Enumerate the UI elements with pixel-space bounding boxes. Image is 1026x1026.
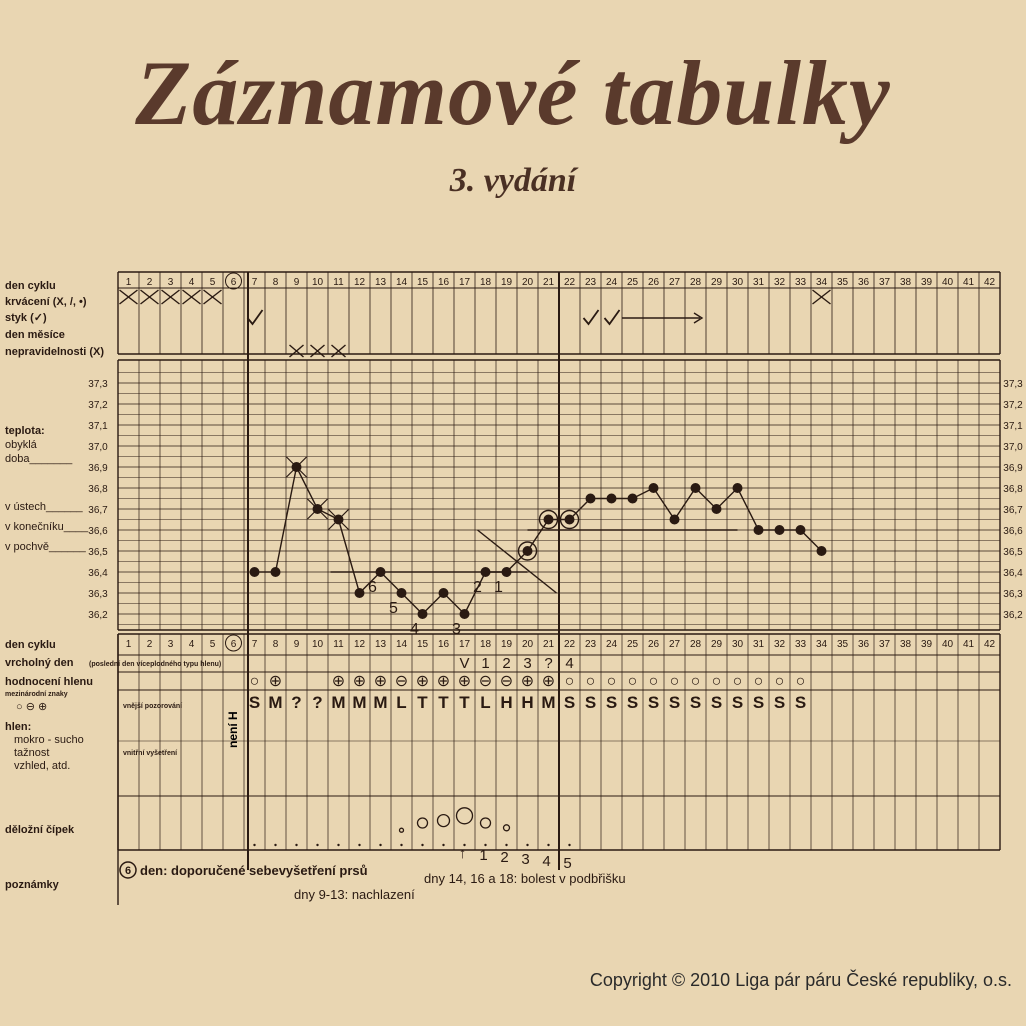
note-text: den: doporučené sebevyšetření prsů — [140, 863, 368, 878]
day-number-top: 1 — [125, 277, 132, 288]
temp-tick-right: 36,5 — [1003, 547, 1023, 558]
mucus-letter: ? — [312, 693, 323, 712]
temperature-point — [775, 525, 785, 535]
day-number-bottom: 14 — [395, 639, 408, 650]
temp-tick-right: 37,0 — [1003, 442, 1023, 453]
mucus-symbol: ⊖ — [499, 673, 514, 690]
page-subtitle: 3. vydání — [449, 162, 577, 199]
day-number-top: 42 — [983, 277, 996, 288]
day-number-bottom: 11 — [333, 639, 344, 650]
day-number-top: 20 — [521, 277, 534, 288]
mucus-letter: S — [626, 693, 639, 712]
mucus-symbol: ○ — [564, 673, 575, 690]
day-number-bottom: 17 — [458, 639, 471, 650]
day-number-bottom: 7 — [251, 639, 258, 650]
day-number-bottom: 25 — [626, 639, 639, 650]
day-number-top: 26 — [647, 277, 660, 288]
mucus-symbol: ○ — [795, 673, 806, 690]
label-notes: poznámky — [5, 879, 59, 891]
day-number-bottom: 19 — [500, 639, 513, 650]
day-number-bottom: 39 — [920, 639, 933, 650]
mucus-symbol: ○ — [585, 673, 596, 690]
cervix-circle — [457, 808, 473, 824]
day-number-top: 37 — [878, 277, 891, 288]
day-number-top: 3 — [167, 277, 174, 288]
mucus-symbol: ○ — [627, 673, 638, 690]
temp-tick-left: 37,0 — [88, 442, 108, 453]
cervix-circle — [400, 828, 404, 832]
day-number-top: 40 — [941, 277, 954, 288]
cervix-dot — [526, 844, 528, 846]
temp-tick-right: 36,6 — [1003, 526, 1023, 537]
day-number-bottom: 33 — [794, 639, 807, 650]
temp-tick-right: 36,2 — [1003, 610, 1023, 621]
temperature-point — [544, 515, 554, 525]
day-number-top: 38 — [899, 277, 912, 288]
label-temperature: teplota: — [5, 425, 45, 437]
copyright: Copyright © 2010 Liga pár páru České republiky, o.s. — [589, 970, 1012, 990]
cervix-dot — [337, 844, 339, 846]
day-number-top: 17 — [458, 277, 471, 288]
day-number-bottom: 36 — [857, 639, 870, 650]
label-irregularities: nepravidelnosti (X) — [5, 346, 105, 358]
day-number-bottom: 8 — [272, 639, 279, 650]
temp-tick-right: 36,9 — [1003, 463, 1023, 474]
mucus-letter: S — [710, 693, 723, 712]
temp-count-label: 6 — [368, 579, 377, 596]
mucus-letter: M — [331, 693, 346, 712]
day-number-top: 4 — [188, 277, 195, 288]
mucus-symbol: ⊕ — [373, 673, 388, 690]
mucus-letter: S — [794, 693, 807, 712]
label-cycle-day-top: den cyklu — [5, 280, 56, 292]
day-number-bottom: 29 — [710, 639, 723, 650]
label-cycle-day-bottom: den cyklu — [5, 639, 56, 651]
cervix-circle — [418, 818, 428, 828]
day-number-top: 33 — [794, 277, 807, 288]
day-number-top: 34 — [815, 277, 828, 288]
day-number-bottom: 35 — [836, 639, 849, 650]
temp-tick-right: 36,3 — [1003, 589, 1023, 600]
temperature-point — [439, 588, 449, 598]
day-number-bottom: 34 — [815, 639, 828, 650]
day-number-top: 29 — [710, 277, 723, 288]
day-number-top: 8 — [272, 277, 279, 288]
mucus-letter: T — [417, 693, 428, 712]
mucus-symbol: ⊕ — [520, 673, 535, 690]
day-number-top: 31 — [752, 277, 765, 288]
day-number-bottom: 5 — [209, 639, 216, 650]
day-number-bottom: 42 — [983, 639, 996, 650]
cervix-circle — [504, 825, 510, 831]
mucus-symbol: ⊕ — [268, 673, 283, 690]
note-cold: dny 9-13: nachlazení — [294, 887, 415, 902]
label-month-day: den měsíce — [5, 329, 65, 341]
mucus-letter: ? — [291, 693, 302, 712]
day-number-bottom: 32 — [773, 639, 786, 650]
temp-tick-left: 36,9 — [88, 463, 108, 474]
temperature-point — [250, 567, 260, 577]
mucus-letter: L — [396, 693, 407, 712]
note-badge: 6 — [124, 865, 132, 877]
note-abdominal-pain: dny 14, 16 a 18: bolest v podbřišku — [424, 871, 626, 886]
cervix-number: 1 — [479, 847, 488, 864]
day-number-bottom: 27 — [668, 639, 681, 650]
intercourse-check — [605, 310, 620, 324]
day-number-bottom: 3 — [167, 639, 174, 650]
temp-tick-left: 37,1 — [88, 421, 108, 432]
day-number-bottom: 9 — [293, 639, 300, 650]
day-number-top: 9 — [293, 277, 300, 288]
day-number-bottom: 41 — [962, 639, 975, 650]
label-intl-signs: mezinárodní znaky — [5, 691, 68, 698]
label-mucus-l2: tažnost — [14, 747, 50, 759]
cervix-circle — [438, 815, 450, 827]
mucus-letter: S — [668, 693, 681, 712]
mucus-letter: M — [352, 693, 367, 712]
mucus-symbol: ⊖ — [478, 673, 493, 690]
temp-tick-left: 36,8 — [88, 484, 108, 495]
mucus-letter: S — [584, 693, 597, 712]
mucus-symbol: ○ — [711, 673, 722, 690]
mucus-letter: M — [268, 693, 283, 712]
day-number-top: 30 — [731, 277, 744, 288]
day-number-top: 5 — [209, 277, 216, 288]
mucus-symbol: ○ — [669, 673, 680, 690]
temperature-point — [586, 494, 596, 504]
cervix-dot — [442, 844, 444, 846]
day-number-top: 35 — [836, 277, 849, 288]
day-number-bottom: 38 — [899, 639, 912, 650]
mucus-letter: S — [647, 693, 660, 712]
intercourse-check — [584, 310, 599, 324]
label-vagina: v pochvě______ — [5, 541, 86, 553]
label-usual: obyklá — [5, 439, 37, 451]
label-intercourse: styk (✓) — [5, 312, 47, 324]
mucus-symbol: ○ — [690, 673, 701, 690]
temp-tick-right: 37,3 — [1003, 379, 1023, 390]
day-number-top: 10 — [311, 277, 324, 288]
temperature-point — [628, 494, 638, 504]
day-number-top: 22 — [563, 277, 576, 288]
page-title: Záznamové tabulky — [135, 42, 891, 144]
temperature-point — [418, 609, 428, 619]
day-number-bottom: 24 — [605, 639, 618, 650]
mucus-letter: M — [373, 693, 388, 712]
temp-tick-right: 36,8 — [1003, 484, 1023, 495]
label-external: vnější pozorování — [123, 703, 183, 710]
day-number-top: 41 — [962, 277, 975, 288]
mucus-symbol: ⊕ — [415, 673, 430, 690]
day-number-bottom: 31 — [752, 639, 765, 650]
cervix-dot — [400, 844, 402, 846]
temp-count-label: 2 — [473, 579, 482, 596]
day-number-top: 28 — [689, 277, 702, 288]
day-number-top: 25 — [626, 277, 639, 288]
mucus-symbol: ○ — [249, 673, 260, 690]
temp-tick-left: 36,2 — [88, 610, 108, 621]
mucus-symbol: ⊕ — [457, 673, 472, 690]
temperature-point — [670, 515, 680, 525]
day-number-top: 32 — [773, 277, 786, 288]
intercourse-check — [248, 310, 263, 324]
day-number-bottom: 21 — [542, 639, 555, 650]
cervix-dot — [379, 844, 381, 846]
label-bleeding: krvácení (X, /, •) — [5, 296, 87, 308]
none-h-label: není H — [226, 711, 240, 748]
mucus-letter: S — [752, 693, 765, 712]
day-number-bottom: 1 — [125, 639, 132, 650]
day-number-bottom: 13 — [374, 639, 387, 650]
note-breast-exam — [140, 863, 368, 878]
cervix-dot — [316, 844, 318, 846]
day-number-bottom: 6 — [230, 639, 237, 650]
day-number-bottom: 4 — [188, 639, 195, 650]
day-number-top: 13 — [374, 277, 387, 288]
label-peak-day: vrcholný den — [5, 657, 74, 669]
day-number-top: 39 — [920, 277, 933, 288]
day-number-bottom: 16 — [437, 639, 450, 650]
temperature-point — [271, 567, 281, 577]
cervix-dot — [484, 844, 486, 846]
temp-count-label: 4 — [410, 621, 419, 638]
temperature-point — [649, 483, 659, 493]
peak-mark: ? — [544, 655, 553, 672]
day-number-bottom: 26 — [647, 639, 660, 650]
cervix-dot — [274, 844, 276, 846]
temp-tick-right: 37,1 — [1003, 421, 1023, 432]
day-number-bottom: 2 — [146, 639, 153, 650]
day-number-top: 24 — [605, 277, 618, 288]
day-number-bottom: 37 — [878, 639, 891, 650]
mucus-letter: M — [541, 693, 556, 712]
mucus-letter: H — [521, 693, 534, 712]
day-number-bottom: 40 — [941, 639, 954, 650]
label-intl-symbols: ○ ⊖ ⊕ — [16, 701, 48, 713]
label-internal: vnitřní vyšetření — [123, 750, 178, 757]
mucus-symbol: ○ — [753, 673, 764, 690]
mucus-symbol: ⊕ — [352, 673, 367, 690]
peak-mark: V — [459, 655, 470, 672]
day-number-bottom: 23 — [584, 639, 597, 650]
cervix-dot — [358, 844, 360, 846]
label-time: doba_______ — [5, 453, 73, 465]
day-number-top: 6 — [230, 277, 237, 288]
mucus-symbol: ⊕ — [331, 673, 346, 690]
label-mouth: v ústech______ — [5, 501, 83, 513]
temperature-point — [733, 483, 743, 493]
temperature-point — [460, 609, 470, 619]
day-number-top: 23 — [584, 277, 597, 288]
mucus-symbol: ○ — [732, 673, 743, 690]
temp-tick-right: 37,2 — [1003, 400, 1023, 411]
day-number-top: 21 — [542, 277, 555, 288]
day-number-top: 2 — [146, 277, 153, 288]
mucus-symbol: ⊕ — [541, 673, 556, 690]
cervix-dot — [253, 844, 255, 846]
temp-tick-left: 37,3 — [88, 379, 108, 390]
day-number-top: 14 — [395, 277, 408, 288]
peak-mark: 3 — [523, 655, 532, 672]
temperature-point — [712, 504, 722, 514]
day-number-bottom: 12 — [353, 639, 366, 650]
mucus-symbol: ○ — [648, 673, 659, 690]
mucus-symbol: ⊖ — [394, 673, 409, 690]
temperature-point — [691, 483, 701, 493]
temp-tick-left: 36,4 — [88, 568, 108, 579]
cervix-circle — [481, 818, 491, 828]
mucus-letter: T — [459, 693, 470, 712]
mucus-letter: S — [605, 693, 618, 712]
mucus-letter: S — [773, 693, 786, 712]
label-peak-day-note: (poslední den víceplodného typu hlenu) — [89, 661, 222, 668]
day-number-top: 15 — [416, 277, 429, 288]
mucus-symbol: ⊕ — [436, 673, 451, 690]
mucus-letter: L — [480, 693, 491, 712]
temperature-point — [607, 494, 617, 504]
cervix-dot — [547, 844, 549, 846]
cervix-number: 3 — [521, 851, 530, 868]
day-number-top: 18 — [479, 277, 492, 288]
day-number-top: 16 — [437, 277, 450, 288]
temp-tick-left: 36,7 — [88, 505, 108, 516]
mucus-symbol: ○ — [606, 673, 617, 690]
mucus-letter: S — [248, 693, 261, 712]
mucus-letter: H — [500, 693, 513, 712]
temp-count-label: 1 — [494, 579, 503, 596]
mucus-letter: S — [563, 693, 576, 712]
peak-mark: 4 — [565, 655, 574, 672]
day-number-bottom: 20 — [521, 639, 534, 650]
mucus-letter: S — [689, 693, 702, 712]
mucus-letter: T — [438, 693, 449, 712]
temperature-point — [523, 546, 533, 556]
day-number-bottom: 30 — [731, 639, 744, 650]
temp-tick-left: 36,3 — [88, 589, 108, 600]
temperature-point — [796, 525, 806, 535]
cervix-dot — [421, 844, 423, 846]
label-mucus: hlen: — [5, 721, 32, 733]
day-number-bottom: 10 — [311, 639, 324, 650]
label-mucus-eval: hodnocení hlenu — [5, 676, 93, 688]
temp-count-label: 3 — [452, 621, 461, 638]
day-number-top: 27 — [668, 277, 681, 288]
temp-tick-left: 36,6 — [88, 526, 108, 537]
day-number-bottom: 22 — [563, 639, 576, 650]
cervix-dot — [295, 844, 297, 846]
day-number-top: 19 — [500, 277, 513, 288]
peak-mark: 1 — [481, 655, 490, 672]
mucus-symbol: ○ — [774, 673, 785, 690]
temp-tick-right: 36,4 — [1003, 568, 1023, 579]
temperature-point — [817, 546, 827, 556]
temp-count-label: 5 — [389, 600, 398, 617]
day-number-top: 12 — [353, 277, 366, 288]
cervix-dot — [568, 844, 570, 846]
day-number-top: 11 — [333, 277, 344, 288]
label-cervix: děložní čípek — [5, 824, 75, 836]
temp-tick-left: 37,2 — [88, 400, 108, 411]
mucus-letter: S — [731, 693, 744, 712]
peak-mark: 2 — [502, 655, 511, 672]
temperature-point — [397, 588, 407, 598]
cervix-number: 5 — [563, 855, 572, 872]
day-number-bottom: 15 — [416, 639, 429, 650]
label-mucus-l3: vzhled, atd. — [14, 760, 71, 772]
day-number-top: 7 — [251, 277, 258, 288]
temperature-point — [565, 515, 575, 525]
cervix-number: 2 — [500, 849, 509, 866]
cervix-number: ↑ — [458, 845, 467, 862]
temp-tick-right: 36,7 — [1003, 505, 1023, 516]
cervix-number: 4 — [542, 853, 551, 870]
temp-tick-left: 36,5 — [88, 547, 108, 558]
temperature-point — [754, 525, 764, 535]
day-number-bottom: 18 — [479, 639, 492, 650]
label-mucus-l1: mokro - sucho — [14, 734, 84, 746]
label-rectum: v konečníku____ — [5, 521, 89, 533]
day-number-bottom: 28 — [689, 639, 702, 650]
day-number-top: 36 — [857, 277, 870, 288]
cervix-dot — [505, 844, 507, 846]
temperature-point — [355, 588, 365, 598]
